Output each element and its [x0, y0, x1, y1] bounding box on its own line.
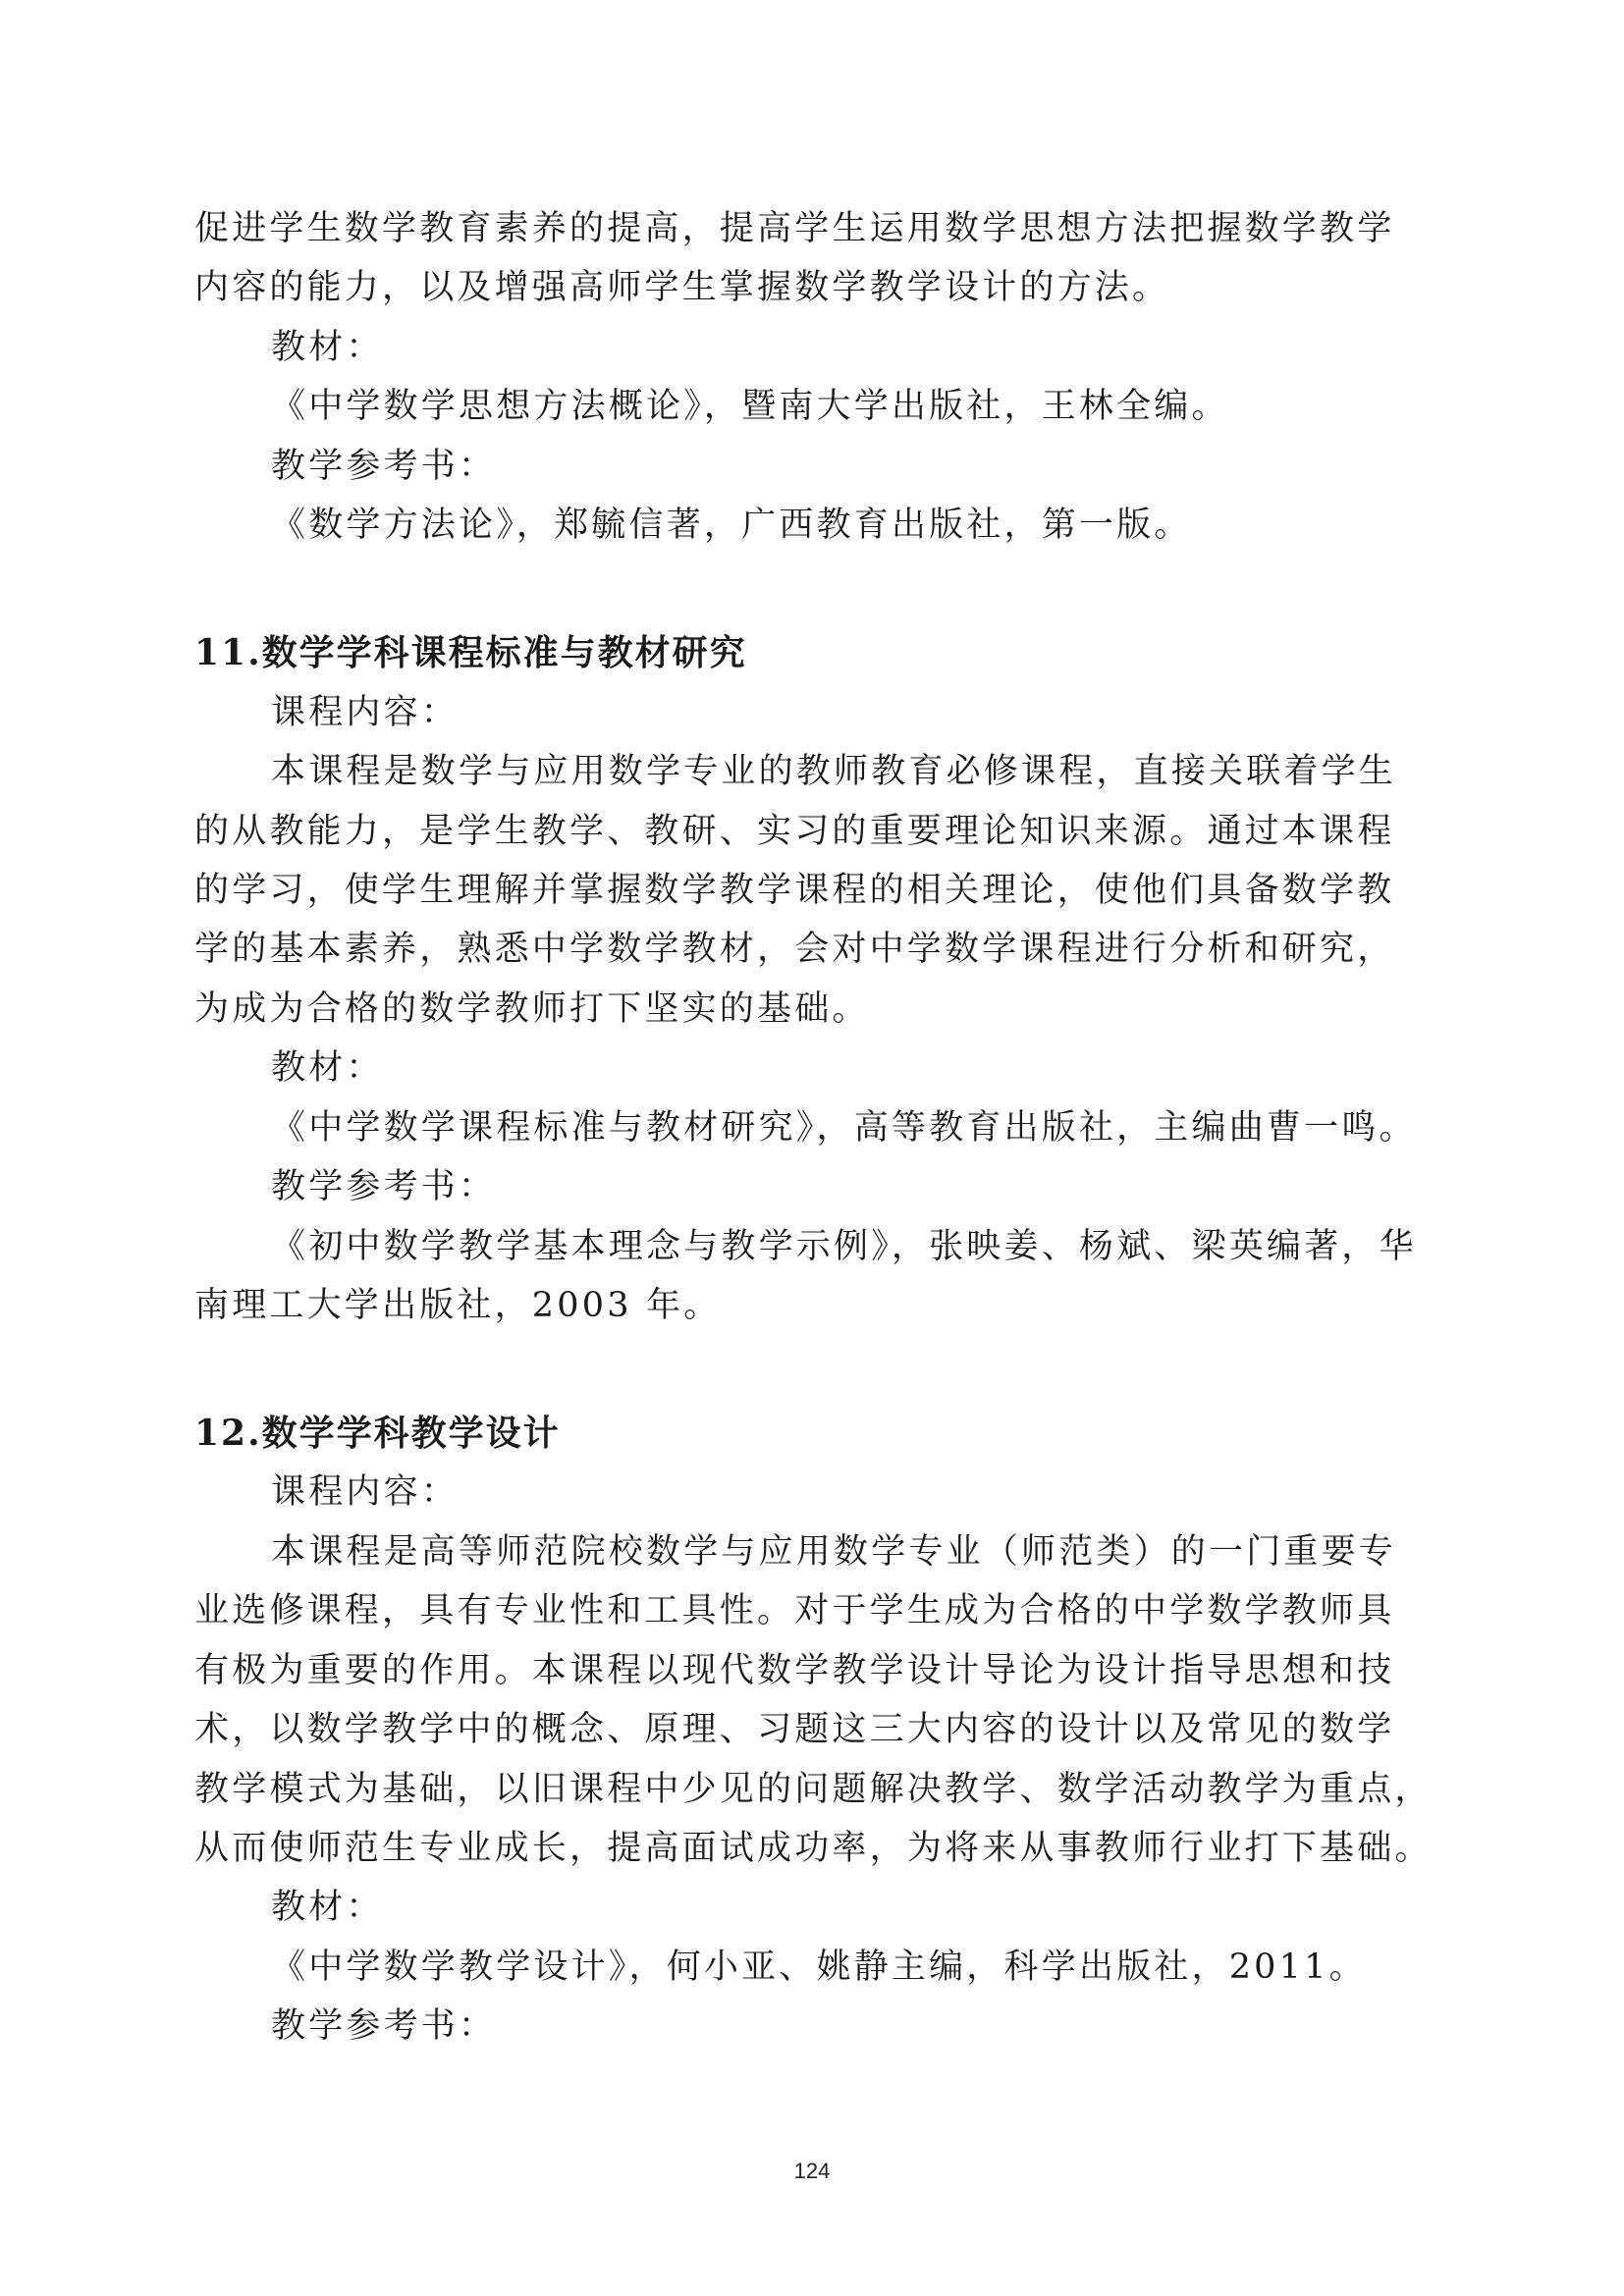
section10-reference-label: 教学参考书：: [271, 447, 497, 486]
section12-paragraph-line: 业选修课程，具有专业性和工具性。对于学生成为合格的中学数学教师具: [194, 1591, 1395, 1630]
section11-reference: 《初中数学教学基本理念与教学示例》，张映姜、杨斌、梁英编著，华: [271, 1227, 1417, 1266]
section11-paragraph-line: 本课程是数学与应用数学专业的教师教育必修课程，直接关联着学生: [271, 752, 1397, 791]
section12-paragraph-line: 教学模式为基础，以旧课程中少见的问题解决教学、数学活动教学为重点，: [194, 1770, 1433, 1809]
section10-paragraph-line: 内容的能力，以及增强高师学生掌握数学教学设计的方法。: [194, 268, 1170, 307]
page-number: 124: [793, 2159, 831, 2183]
section12-heading: 12.数学学科教学设计: [194, 1413, 561, 1454]
section10-textbook: 《中学数学思想方法概论》，暨南大学出版社，王林全编。: [271, 387, 1229, 426]
section11-reference: 南理工大学出版社，2003 年。: [194, 1286, 722, 1325]
section11-content-label: 课程内容：: [271, 693, 460, 732]
section10-paragraph-line: 促进学生数学教育素养的提高，提高学生运用数学思想方法把握数学教学: [194, 209, 1395, 248]
section12-reference-label: 教学参考书：: [271, 2006, 497, 2046]
section11-reference-label: 教学参考书：: [271, 1167, 497, 1206]
section11-textbook: 《中学数学课程标准与教材研究》，高等教育出版社，主编曲曹一鸣。: [271, 1108, 1417, 1148]
section12-paragraph-line: 本课程是高等师范院校数学与应用数学专业（师范类）的一门重要专: [271, 1532, 1397, 1572]
section12-paragraph-line: 有极为重要的作用。本课程以现代数学教学设计导论为设计指导思想和技: [194, 1651, 1395, 1690]
section11-textbook-label: 教材：: [271, 1048, 384, 1088]
section12-textbook: 《中学数学教学设计》，何小亚、姚静主编，科学出版社，2011。: [271, 1948, 1367, 1987]
section12-content-label: 课程内容：: [271, 1472, 460, 1512]
section12-paragraph-line: 从而使师范生专业成长，提高面试成功率，为将来从事教师行业打下基础。: [194, 1829, 1433, 1868]
section10-reference: 《数学方法论》，郑毓信著，广西教育出版社，第一版。: [271, 506, 1192, 545]
section12-textbook-label: 教材：: [271, 1888, 384, 1927]
section11-paragraph-line: 的学习，使学生理解并掌握数学教学课程的相关理论，使他们具备数学教: [194, 871, 1395, 910]
section12-paragraph-line: 术，以数学教学中的概念、原理、习题这三大内容的设计以及常见的数学: [194, 1710, 1395, 1749]
section11-paragraph-line: 的从教能力，是学生教学、教研、实习的重要理论知识来源。通过本课程: [194, 812, 1395, 851]
section11-paragraph-line: 学的基本素养，熟悉中学数学教材，会对中学数学课程进行分析和研究，: [194, 930, 1395, 969]
section10-textbook-label: 教材：: [271, 328, 384, 367]
section11-heading: 11.数学学科课程标准与教材研究: [194, 632, 747, 673]
section11-paragraph-line: 为成为合格的数学教师打下坚实的基础。: [194, 989, 870, 1029]
